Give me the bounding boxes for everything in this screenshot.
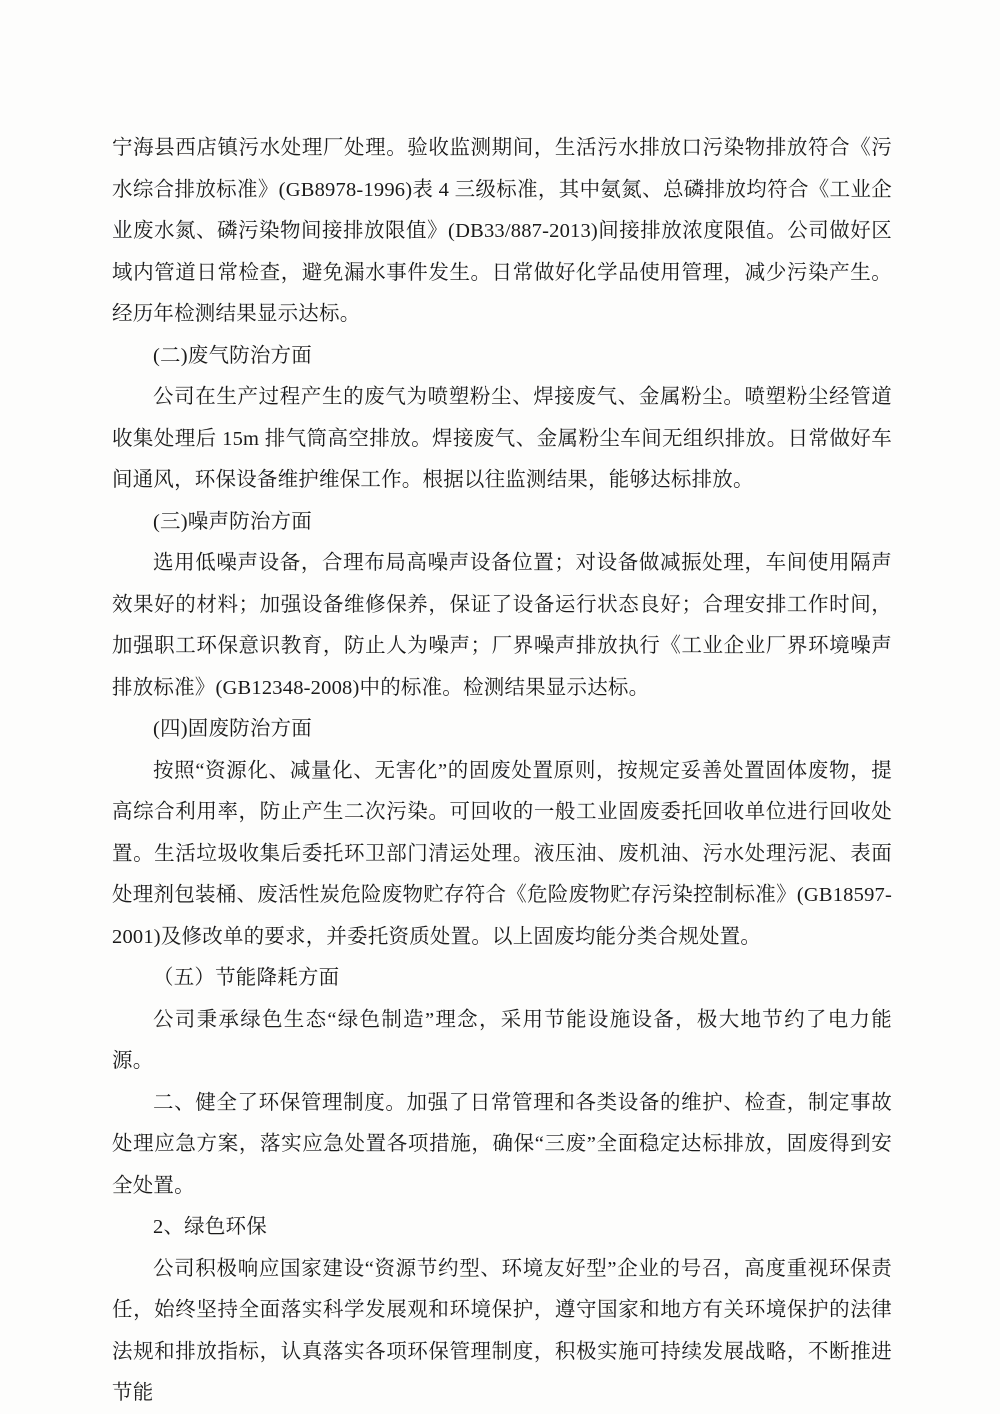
paragraph-wastewater: 宁海县西店镇污水处理厂处理。验收监测期间，生活污水排放口污染物排放符合《污水综合排放标准》(GB8978-1996)表 4 三级标准，其中氨氮、总磷排放均符合《工业企业废水氮、磷污染物间接排放限值》(DB33/887-2013)间接排放浓度限值。公司做好区域内管道日常检查，避免漏水事件发生。日常做好化学品使用管理，减少污染产生。经历年检测结果显示达标。 [112, 137, 892, 325]
heading-noise: (三)噪声防治方面 [153, 510, 312, 533]
heading-energy-saving: （五）节能降耗方面 [153, 967, 340, 989]
paragraph-energy-saving: 公司秉承绿色生态“绿色制造”理念，采用节能设施设备，极大地节约了电力能源。 [112, 1008, 892, 1072]
document-body [112, 128, 892, 1415]
heading-waste-gas: (二)废气防治方面 [153, 344, 312, 367]
heading-solid-waste: (四)固废防治方面 [153, 718, 312, 740]
paragraph-green-environment: 公司积极响应国家建设“资源节约型、环境友好型”企业的号召，高度重视环保责任，始终坚持全面落实科学发展观和环境保护，遵守国家和地方有关环境保护的法律法规和排放指标，认真落实各项环保管理制度，积极实施可持续发展战略，不断推进节能 [112, 1257, 892, 1404]
paragraph-management-system: 二、健全了环保管理制度。加强了日常管理和各类设备的维护、检查，制定事故处理应急方案，落实应急处置各项措施，确保“三废”全面稳定达标排放，固废得到安全处置。 [112, 1091, 892, 1197]
paragraph-solid-waste: 按照“资源化、减量化、无害化”的固废处置原则，按规定妥善处置固体废物，提高综合利用率，防止产生二次污染。可回收的一般工业固废委托回收单位进行回收处置。生活垃圾收集后委托环卫部门清运处理。液压油、废机油、污水处理污泥、表面处理剂包装桶、废活性炭危险废物贮存符合《危险废物贮存污染控制标准》(GB18597-2001)及修改单的要求，并委托资质处置。以上固废均能分类合规处置。 [112, 759, 892, 948]
heading-green-environment: 2、绿色环保 [153, 1216, 267, 1238]
paragraph-waste-gas: 公司在生产过程产生的废气为喷塑粉尘、焊接废气、金属粉尘。喷塑粉尘经管道收集处理后 15m 排气筒高空排放。焊接废气、金属粉尘车间无组织排放。日常做好车间通风，环保设备维护维保工作。根据以往监测结果，能够达标排放。 [112, 386, 892, 491]
paragraph-noise: 选用低噪声设备，合理布局高噪声设备位置；对设备做减振处理，车间使用隔声效果好的材料；加强设备维修保养，保证了设备运行状态良好；合理安排工作时间，加强职工环保意识教育，防止人为噪声；厂界噪声排放执行《工业企业厂界环境噪声排放标准》(GB12348-2008)中的标准。检测结果显示达标。 [112, 552, 892, 699]
